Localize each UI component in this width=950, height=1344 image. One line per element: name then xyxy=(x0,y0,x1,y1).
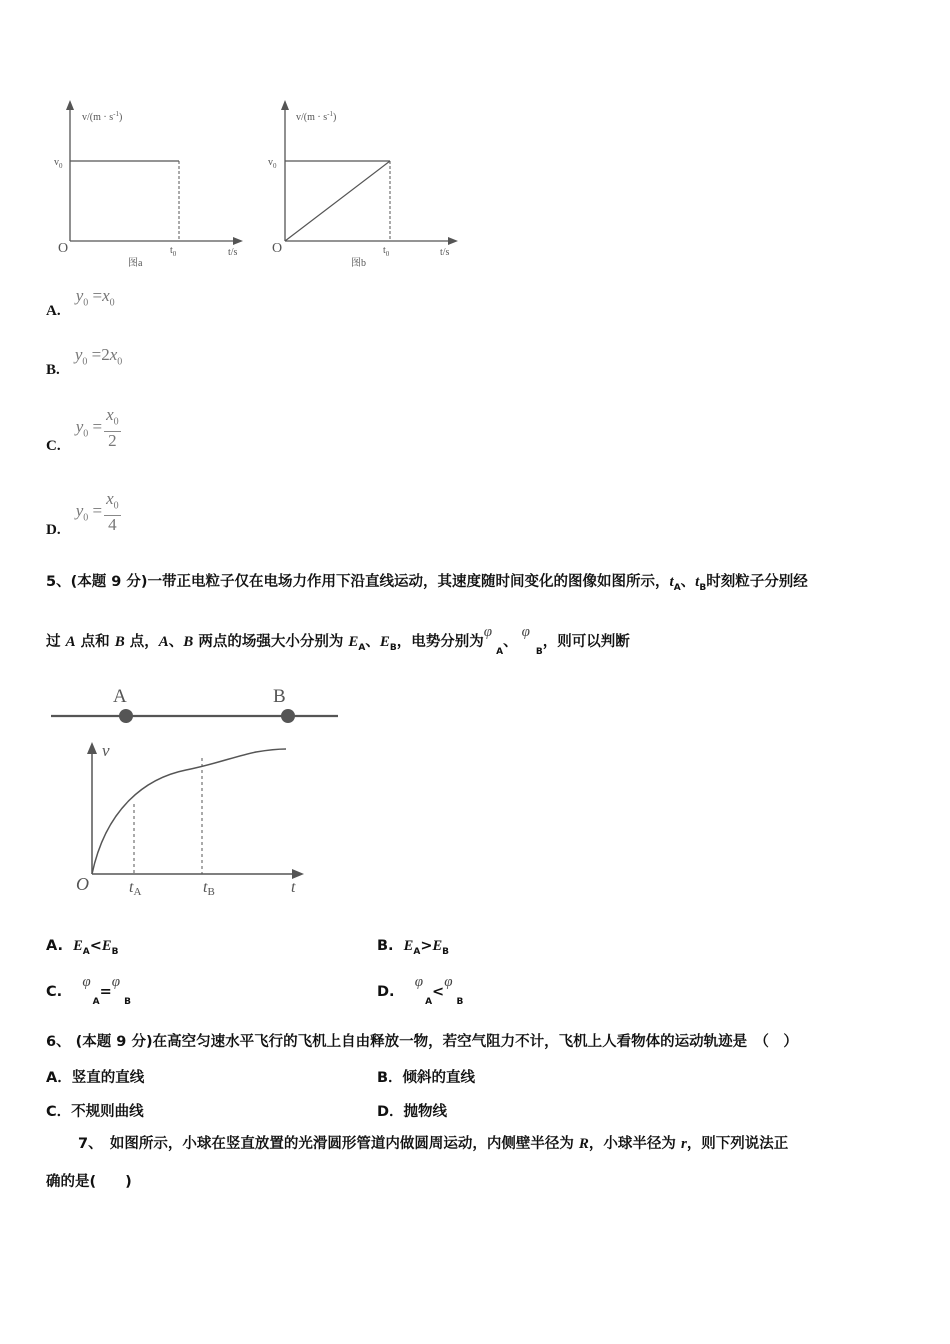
point-b-label: B xyxy=(273,686,286,707)
ta-label: tA xyxy=(129,879,142,898)
graph-b-yexp: -1 xyxy=(327,110,333,118)
q5-option-c[interactable]: C. $\varphi_A=\varphi_B$ xyxy=(46,974,131,1007)
point-b-dot xyxy=(281,709,295,723)
t-axis-label: t xyxy=(291,879,296,896)
graph-a-xlabel: t/s xyxy=(228,247,238,258)
svg-text:v/(m · s-1) xyxy=(82,110,122,123)
q7-stem-line2: 确的是( ) xyxy=(46,1174,132,1190)
graph-a-v0sub: 0 xyxy=(59,162,63,170)
v-axis-label: v xyxy=(102,741,110,760)
q4-option-c-label: C. xyxy=(46,438,61,455)
point-a-dot xyxy=(119,709,133,723)
q5-option-b[interactable]: B. $E_A>E_B$ xyxy=(377,938,450,957)
q5-stem-line2: 过 A 点和 B 点，A、B 两点的场强大小分别为 $E_A$、$E_B$，电势分别为$\varphi_A$、$\varphi_B$，则可以判断 xyxy=(46,624,630,657)
q4-option-b-formula: $y_0 =2x_0$ xyxy=(74,345,123,368)
q4-option-b[interactable] xyxy=(46,345,123,378)
q6-option-c[interactable]: C．不规则曲线 xyxy=(46,1104,144,1120)
graph-b-xlabel: t/s xyxy=(440,247,450,258)
graph-b xyxy=(268,100,458,269)
q4-option-a-formula: $y_0 =x_0$ xyxy=(75,286,115,309)
svg-text:t0 xyxy=(383,245,390,258)
graph-a-origin: O xyxy=(58,241,69,256)
q4-option-a-label: A. xyxy=(46,303,61,319)
graph-b-t0: t xyxy=(383,245,386,256)
point-a-label: A xyxy=(113,686,127,707)
q5-figure xyxy=(46,678,346,908)
q5-stem-line1: 5、(本题 9 分)一带正电粒子仅在电场力作用下沿直线运动，其速度随时间变化的图像如图所示，$t_A$、$t_B$时刻粒子分别经 xyxy=(46,574,808,593)
graph-a-caption: 图a xyxy=(128,258,143,269)
q4-option-d-formula: $y_0$ = $\frac{x_0}{4}$ xyxy=(75,489,119,535)
graph-a xyxy=(54,100,243,269)
q6-stem: 6、 (本题 9 分)在高空匀速水平飞行的飞机上自由释放一物，若空气阻力不计，飞机上人看物体的运动轨迹是 （ ） xyxy=(46,1034,798,1050)
graph-a-v0: v xyxy=(54,157,59,168)
q4-option-d-label: D. xyxy=(46,522,61,539)
graph-b-ylabel: v/(m · s xyxy=(296,112,328,123)
graph-a-t0sub: 0 xyxy=(172,250,177,258)
velocity-graphs-ab xyxy=(40,95,480,275)
graph-a-yexp: -1 xyxy=(113,110,119,118)
tb-label: tB xyxy=(203,879,215,898)
graph-b-caption: 图b xyxy=(351,258,366,269)
q4-option-d[interactable] xyxy=(46,488,121,539)
svg-text:t0 xyxy=(170,245,177,258)
graph-b-v0: v xyxy=(268,157,273,168)
graph-b-origin: O xyxy=(272,241,283,256)
q5-option-d[interactable]: D. $\varphi_A<\varphi_B$ xyxy=(377,974,464,1007)
q4-option-a[interactable] xyxy=(46,286,115,319)
origin-label: O xyxy=(76,874,89,894)
graph-a-ylabel: v/(m · s xyxy=(82,112,114,123)
svg-text:v/(m · s-1) xyxy=(296,110,336,123)
graph-a-yclose: ) xyxy=(118,112,123,123)
graph-b-yclose: ) xyxy=(332,112,337,123)
q4-option-b-label: B. xyxy=(46,362,60,378)
svg-text:v0 xyxy=(54,157,63,170)
q6-option-b[interactable]: B．倾斜的直线 xyxy=(377,1070,476,1086)
q5-option-a[interactable]: A. $E_A<E_B$ xyxy=(46,938,119,957)
q6-option-a[interactable]: A．竖直的直线 xyxy=(46,1070,145,1086)
graph-b-t0sub: 0 xyxy=(385,250,390,258)
graph-b-v0sub: 0 xyxy=(273,162,277,170)
q4-option-c[interactable] xyxy=(46,404,121,455)
graph-a-t0: t xyxy=(170,245,173,256)
q6-option-d[interactable]: D．抛物线 xyxy=(377,1104,448,1120)
svg-text:v0 xyxy=(268,157,277,170)
q7-stem-line1: 7、 如图所示，小球在竖直放置的光滑圆形管道内做圆周运动，内侧壁半径为 R，小球半径为 r，则下列说法正 xyxy=(78,1136,789,1152)
q4-option-c-formula: $y_0$ = $\frac{x_0}{2}$ xyxy=(75,405,119,451)
